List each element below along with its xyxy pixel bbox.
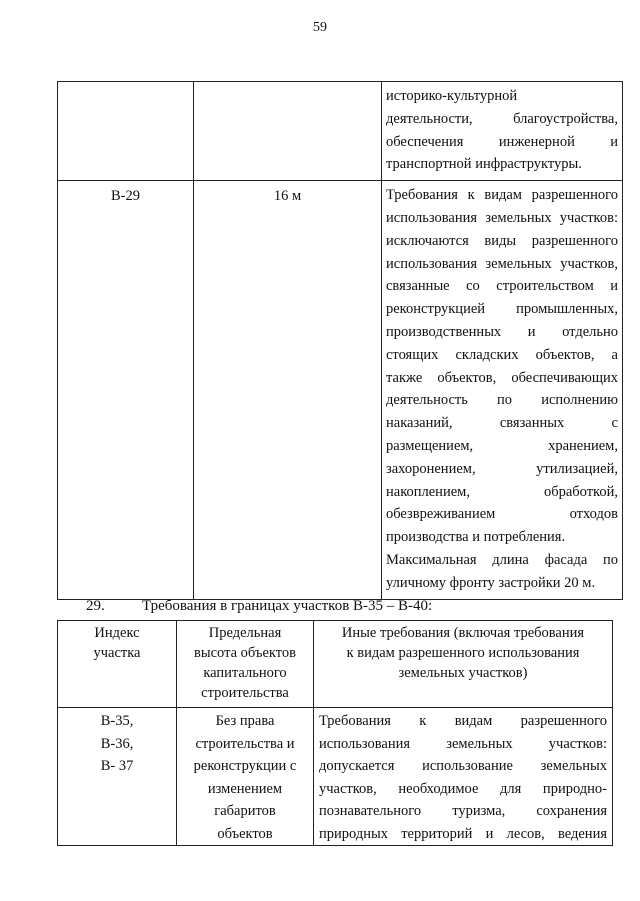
text-line: реконструкцией промышленных, (386, 301, 618, 318)
requirements-text (386, 184, 618, 594)
section-number: 29. (86, 598, 105, 614)
text-line: также объектов, обеспечивающих (386, 369, 618, 386)
index-line: В- 37 (100, 758, 134, 774)
text-line: использования земельных участков: (386, 209, 618, 226)
section-title: Требования в границах участков В-35 – В-40: (142, 598, 433, 614)
text-line: наказаний, связанных с (386, 415, 618, 432)
text-line: обеспечения инженерной и (386, 133, 618, 150)
header-line: земельных участков) (398, 665, 528, 681)
text-line: накоплением, обработкой, (386, 483, 618, 500)
text-line: Максимальная длина фасада по (386, 551, 618, 568)
text-line: производственных и отдельно (386, 323, 618, 340)
page-number: 59 (313, 20, 327, 35)
text-line: производства и потребления. (386, 529, 566, 546)
text-line: познавательного туризма, сохранения (319, 803, 607, 819)
index-cell (58, 708, 177, 846)
index-cell (58, 82, 194, 181)
index-cell: В-29 (58, 181, 194, 599)
header-index (58, 621, 177, 708)
height-line: габаритов (214, 803, 276, 819)
text-line: деятельность по исполнению (386, 392, 618, 409)
table-row (58, 181, 623, 599)
table-row (58, 708, 613, 846)
requirements-text (386, 85, 618, 176)
text-line: транспортной инфраструктуры. (386, 156, 582, 173)
text-line: допускается использование земельных (319, 758, 607, 774)
table-row (58, 82, 623, 181)
table-header-row (58, 621, 613, 708)
requirements-cell (382, 181, 623, 599)
text-line: природных территорий и лесов, ведения (319, 825, 607, 842)
section-heading (86, 598, 432, 615)
height-line: Без права (215, 713, 275, 729)
header-line: строительства (201, 685, 289, 701)
header-height (177, 621, 314, 708)
text-line: использования земельных участков, (386, 255, 618, 272)
requirements-table (57, 620, 613, 846)
text-line: Требования к видам разрешенного (319, 713, 607, 729)
text-line: историко-культурной (386, 88, 518, 104)
header-line: к видам разрешенного использования (346, 645, 580, 661)
height-line: реконструкции с (193, 758, 297, 774)
index-line: В-35, (100, 713, 134, 729)
requirements-table-continued (57, 81, 623, 600)
height-cell (177, 708, 314, 846)
height-cell: 16 м (194, 181, 382, 599)
requirements-cell (382, 82, 623, 181)
text-line: стоящих складских объектов, а (386, 346, 618, 363)
text-line: размещением, хранением, (386, 437, 618, 454)
height-cell (194, 82, 382, 181)
requirements-text (319, 710, 607, 845)
index-line: В-36, (100, 735, 134, 752)
header-line: капитального (203, 665, 287, 681)
header-line: участка (93, 645, 141, 661)
text-line: исключаются виды разрешенного (386, 232, 618, 249)
text-line: связанные со строительством и (386, 278, 618, 295)
text-line: уличному фронту застройки 20 м. (386, 574, 596, 591)
text-line: Требования к видам разрешенного (386, 187, 618, 204)
height-line: строительства и (195, 735, 295, 752)
header-line: Иные требования (включая требования (341, 625, 585, 641)
height-line: объектов (217, 825, 273, 842)
height-line: изменением (207, 780, 283, 797)
header-line: высота объектов (194, 645, 296, 661)
requirements-cell (314, 708, 613, 846)
text-line: захоронением, утилизацией, (386, 460, 618, 477)
header-line: Предельная (208, 625, 282, 641)
text-line: использования земельных участков: (319, 735, 607, 752)
header-other-requirements (314, 621, 613, 708)
header-line: Индекс (94, 625, 140, 641)
text-line: участков, необходимое для природно- (319, 780, 607, 797)
text-line: обезвреживанием отходов (386, 506, 618, 523)
text-line: деятельности, благоустройства, (386, 110, 618, 127)
